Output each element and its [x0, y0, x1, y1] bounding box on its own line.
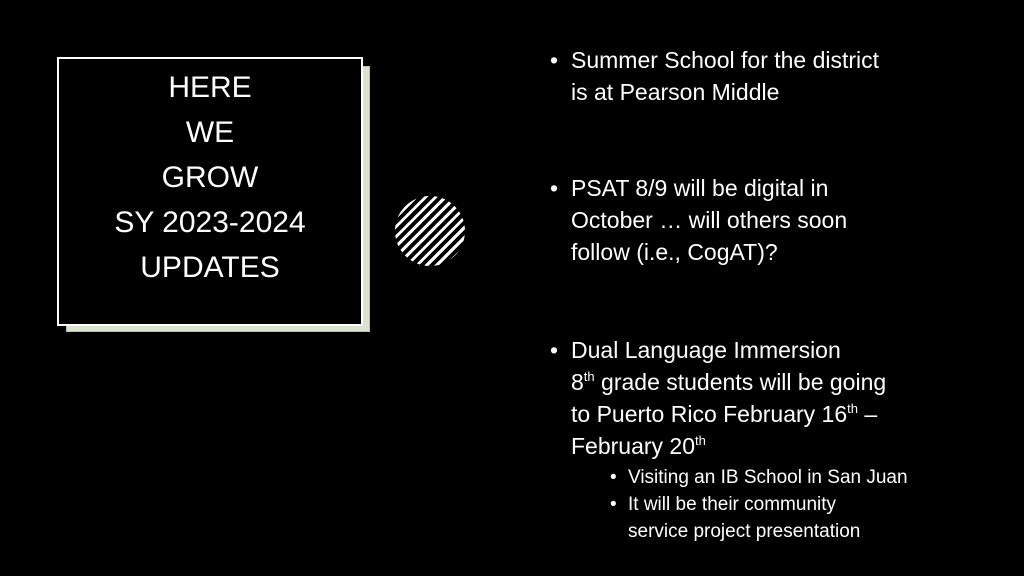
bullet-line: October … will others soon	[571, 207, 848, 233]
title-line: UPDATES	[140, 251, 280, 284]
bullet-line	[571, 398, 988, 430]
bullet-line	[571, 430, 988, 462]
ordinal-suffix: th	[695, 433, 706, 448]
striped-circle-decoration	[395, 196, 465, 266]
bullet-dual-language	[548, 334, 988, 545]
bullet-line: • PSAT 8/9 will be digital in	[571, 175, 829, 201]
line-text: February 20	[571, 433, 696, 459]
sub-bullet-line: • Visiting an IB School in San Juan	[628, 467, 908, 488]
sub-bullet-ib-school	[609, 464, 988, 491]
ordinal-suffix: th	[847, 401, 858, 416]
sub-bullet-list	[571, 464, 988, 545]
grade-number: 8	[571, 369, 584, 395]
line-text: –	[857, 401, 878, 427]
sub-bullet-line: • It will be their community	[628, 494, 837, 515]
title-line: SY 2023-2024	[114, 206, 306, 239]
line-text: grade students will be going	[594, 369, 887, 395]
bullet-line: is at Pearson Middle	[571, 79, 780, 105]
sub-bullet-line: service project presentation	[628, 521, 861, 542]
title-line: GROW	[161, 161, 259, 194]
bullet-line: follow (i.e., CogAT)?	[571, 239, 778, 265]
slide-title	[114, 65, 305, 290]
line-text: to Puerto Rico February 16	[571, 401, 848, 427]
bullet-line: • Dual Language Immersion	[571, 337, 841, 363]
bullet-summer-school	[548, 44, 988, 108]
bullet-line	[571, 366, 988, 398]
bullet-list	[548, 44, 988, 545]
title-box	[57, 57, 363, 326]
bullet-line: • Summer School for the district	[571, 47, 880, 73]
title-line: WE	[185, 116, 235, 149]
sub-bullet-community-service	[609, 491, 988, 545]
title-line: HERE	[168, 71, 252, 104]
ordinal-suffix: th	[583, 369, 595, 384]
bullet-psat	[548, 172, 988, 268]
